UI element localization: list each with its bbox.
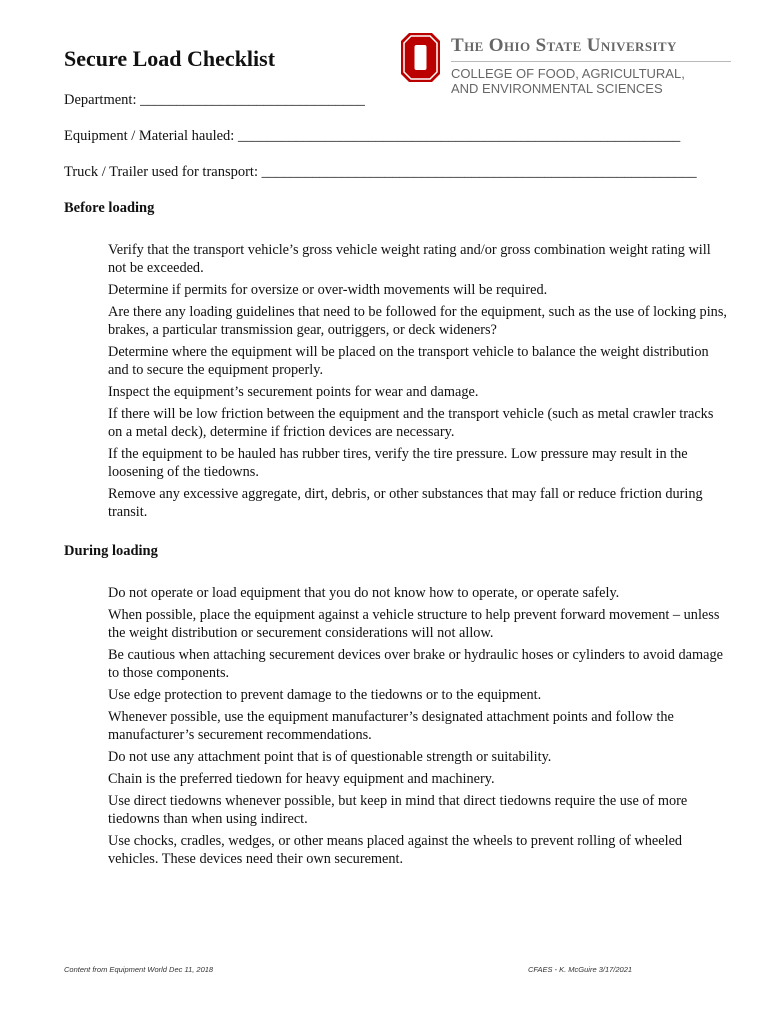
page-title: Secure Load Checklist <box>64 46 276 71</box>
list-item: Determine if permits for oversize or over-width movements will be required. <box>108 282 548 298</box>
during-loading-list <box>108 584 728 872</box>
list-item: Chain is the preferred tiedown for heavy equipment and machinery. <box>108 771 495 787</box>
list-item: Use direct tiedowns whenever possible, but keep in mind that direct tiedowns require the use of more tiedowns than when using indirect. <box>108 793 688 827</box>
list-item: If the equipment to be hauled has rubber tires, verify the tire pressure. Low pressure may result in the loosening of the tiedowns. <box>108 446 688 480</box>
list-item: Do not use any attachment point that is of questionable strength or suitability. <box>108 749 552 765</box>
footer-author-date: CFAES - K. McGuire 3/17/2021 <box>528 965 633 974</box>
list-item: Remove any excessive aggregate, dirt, debris, or other substances that may fall or reduce friction during transit. <box>108 486 703 520</box>
college-name <box>451 66 685 96</box>
list-item: Do not operate or load equipment that you do not know how to operate, or operate safely. <box>108 585 620 601</box>
university-name: The Ohio State University <box>451 35 677 56</box>
list-item: When possible, place the equipment against a vehicle structure to help prevent forward movement – unless the weight distribution or securement considerations will not allow. <box>108 607 720 641</box>
list-item: Be cautious when attaching securement devices over brake or hydraulic hoses or cylinders to avoid damage to those components. <box>108 647 723 681</box>
equipment-field[interactable]: Equipment / Material hauled: _____________________________________________________________ <box>64 128 681 144</box>
before-loading-list <box>108 241 728 525</box>
footer-source: Content from Equipment World Dec 11, 2018 <box>64 965 214 974</box>
list-item: Are there any loading guidelines that need to be followed for the equipment, such as the use of locking pins, brakes, a particular transmission gear, outriggers, or deck wideners? <box>108 304 727 338</box>
osu-cfaes-logo <box>401 33 741 99</box>
list-item: If there will be low friction between the equipment and the transport vehicle (such as metal crawler tracks on a metal deck), determine if friction devices are necessary. <box>108 406 714 440</box>
department-field[interactable]: Department: _______________________________ <box>64 92 365 108</box>
college-line-2: AND ENVIRONMENTAL SCIENCES <box>451 81 663 96</box>
during-loading-heading: During loading <box>64 543 158 559</box>
college-line-1: COLLEGE OF FOOD, AGRICULTURAL, <box>451 66 685 81</box>
list-item: Use chocks, cradles, wedges, or other means placed against the wheels to prevent rolling of wheeled vehicles. These devices need their own securement. <box>108 833 683 867</box>
list-item: Determine where the equipment will be placed on the transport vehicle to balance the weight distribution and to secure the equipment properly. <box>108 344 709 378</box>
list-item: Whenever possible, use the equipment manufacturer’s designated attachment points and follow the manufacturer’s securement recommendations. <box>108 709 674 743</box>
block-o-icon <box>401 33 440 82</box>
list-item: Inspect the equipment’s securement points for wear and damage. <box>108 384 479 400</box>
logo-divider <box>451 61 731 62</box>
truck-trailer-field[interactable]: Truck / Trailer used for transport: ____________________________________________________________ <box>64 164 697 180</box>
before-loading-heading: Before loading <box>64 200 155 216</box>
list-item: Use edge protection to prevent damage to the tiedowns or to the equipment. <box>108 687 542 703</box>
list-item: Verify that the transport vehicle’s gross vehicle weight rating and/or gross combination weight rating will not be exceeded. <box>108 242 711 276</box>
